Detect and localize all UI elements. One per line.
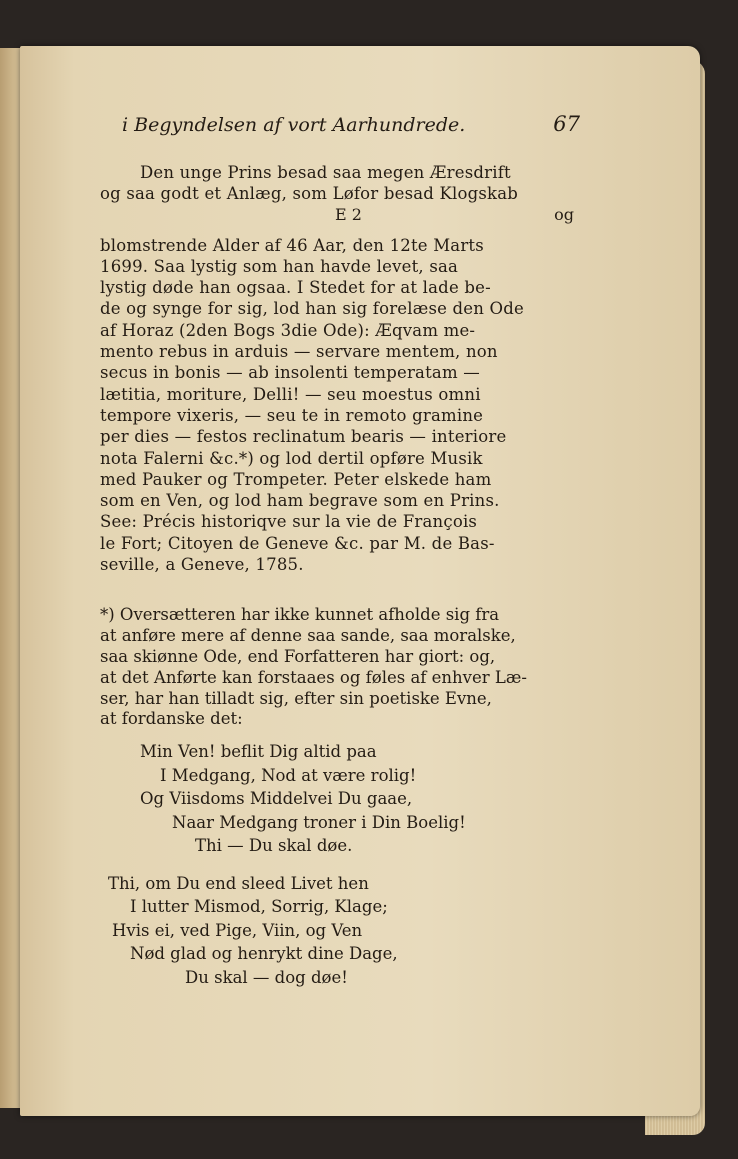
body-line: See: Précis historiqve sur la vie de François — [100, 512, 478, 532]
poem-line: Thi — Du skal døe. — [195, 836, 353, 856]
body-line: seville, a Geneve, 1785. — [100, 555, 304, 575]
body-line: af Horaz (2den Bogs 3die Ode): Æqvam me- — [100, 320, 476, 340]
body-line: 1699. Saa lystig som han havde levet, saa — [100, 256, 459, 276]
footnote-line: ser, har han tilladt sig, efter sin poetiske Evne, — [100, 688, 492, 708]
page-number: 67 — [553, 112, 580, 136]
poem-line: Min Ven! beflit Dig altid paa — [140, 742, 377, 762]
body-line: nota Falerni &c.*) og lod dertil opføre Musik — [100, 448, 483, 468]
body-line: blomstrende Alder af 46 Aar, den 12te Marts — [100, 235, 484, 255]
body-line: per dies — festos reclinatum bearis — interiore — [100, 427, 507, 447]
body-line: de og synge for sig, lod han sig forelæse den Ode — [100, 299, 524, 319]
poem-line: Hvis ei, ved Pige, Viin, og Ven — [112, 920, 363, 940]
body-line: Den unge Prins besad saa megen Æresdrift — [140, 163, 511, 182]
poem-line: Thi, om Du end sleed Livet hen — [108, 873, 369, 893]
poem-line: I lutter Mismod, Sorrig, Klage; — [130, 897, 388, 917]
footnote-line: at anføre mere af denne saa sande, saa moralske, — [100, 626, 516, 646]
body-line: lystig døde han ogsaa. I Stedet for at lade be- — [100, 278, 491, 298]
catchword: og — [554, 204, 574, 224]
poem-line: Og Viisdoms Middelvei Du gaae, — [140, 789, 413, 809]
left-page-edge — [0, 48, 20, 1108]
footnote-line: at det Anførte kan forstaaes og føles af enhver Læ- — [100, 667, 527, 687]
footnote-line: *) Oversætteren har ikke kunnet afholde sig fra — [100, 605, 500, 625]
body-line: som en Ven, og lod ham begrave som en Prins. — [100, 491, 500, 511]
signature-mark: E 2 — [335, 204, 362, 224]
footnote-line: saa skiønne Ode, end Forfatteren har giort: og, — [100, 646, 496, 666]
footnote-line: at fordanske det: — [100, 709, 243, 729]
body-line: secus in bonis — ab insolenti temperatam — — [100, 363, 480, 383]
body-line: mento rebus in arduis — servare mentem, non — [100, 342, 498, 362]
body-line: med Pauker og Trompeter. Peter elskede ham — [100, 469, 492, 489]
body-line: tempore vixeris, — seu te in remoto gramine — [100, 405, 484, 425]
page-header — [100, 100, 580, 140]
body-line: lætitia, moriture, Delli! — seu moestus omni — [100, 384, 481, 404]
poem-line: I Medgang, Nod at være rolig! — [160, 765, 417, 785]
poem-line: Naar Medgang troner i Din Boelig! — [172, 812, 466, 832]
signature-row — [100, 204, 574, 229]
poem-line: Du skal — dog døe! — [185, 967, 348, 987]
page-text — [100, 100, 580, 989]
body-line: og saa godt et Anlæg, som Løfor besad Klogskab — [100, 184, 519, 204]
running-head: i Begyndelsen af vort Aarhundrede. — [122, 114, 466, 136]
body-line: le Fort; Citoyen de Geneve &c. par M. de Bas- — [100, 533, 495, 553]
poem-line: Nød glad og henrykt dine Dage, — [130, 944, 398, 964]
